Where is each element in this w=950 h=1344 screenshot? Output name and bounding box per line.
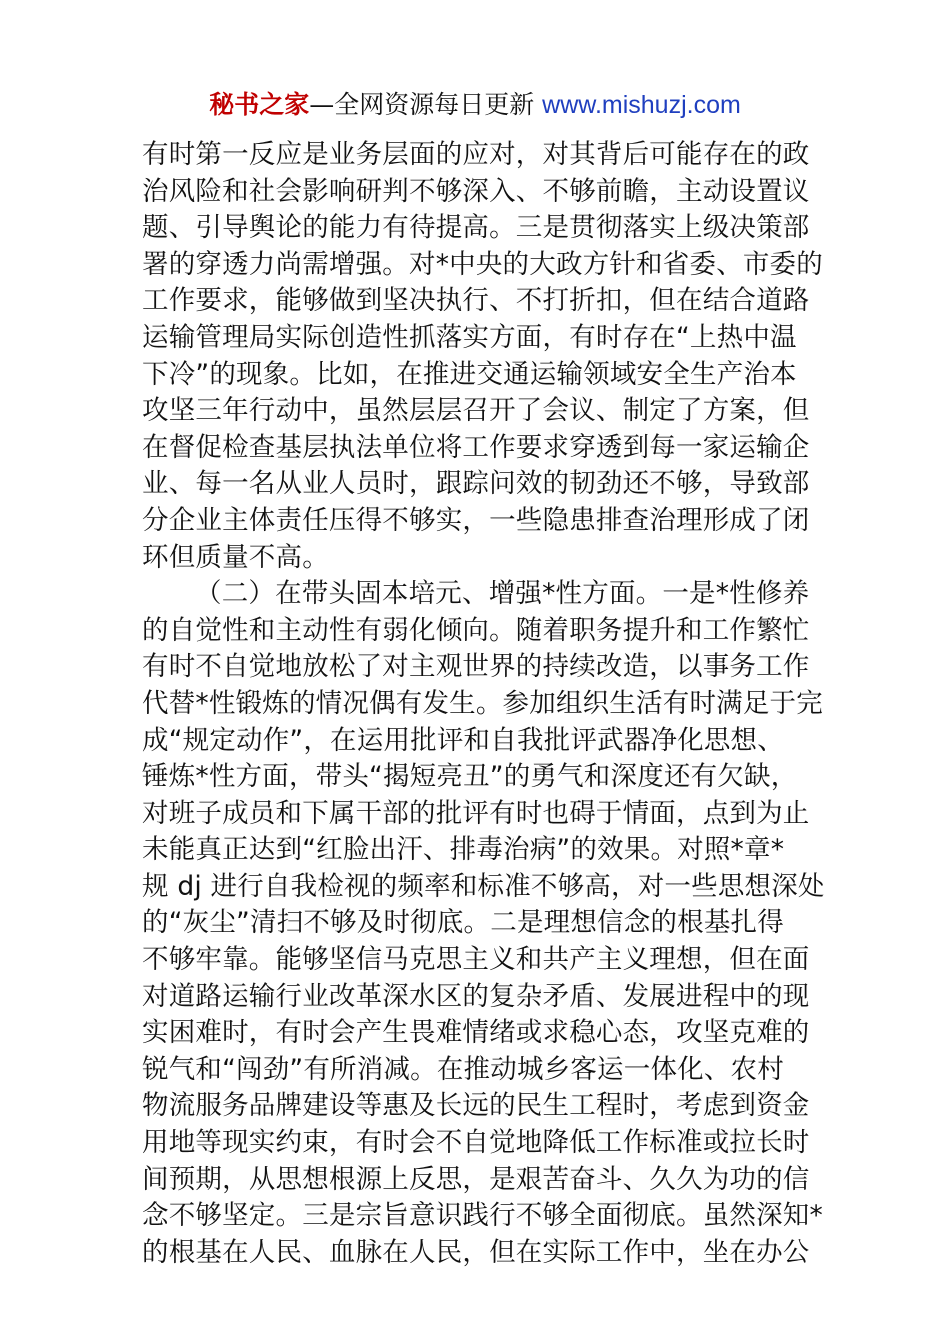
site-tagline: —全网资源每日更新: [309, 90, 543, 119]
text-line: 锤炼*性方面，带头“揭短亮丑”的勇气和深度还有欠缺，: [142, 761, 798, 793]
text-line: 的自觉性和主动性有弱化倾向。随着职务提升和工作繁忙: [142, 614, 810, 646]
text-line: 分企业主体责任压得不够实，一些隐患排查治理形成了闭: [142, 504, 810, 536]
text-line: 有时不自觉地放松了对主观世界的持续改造，以事务工作: [142, 651, 810, 683]
text-line: 不够牢靠。能够坚信马克思主义和共产主义理想，但在面: [142, 944, 810, 976]
text-line: 实困难时，有时会产生畏难情绪或求稳心态，攻坚克难的: [142, 1017, 810, 1049]
text-line: 物流服务品牌建设等惠及长远的民生工程时，考虑到资金: [142, 1090, 810, 1122]
text-line: 对道路运输行业改革深水区的复杂矛盾、发展进程中的现: [142, 980, 810, 1012]
text-line: 代替*性锻炼的情况偶有发生。参加组织生活有时满足于完: [142, 687, 823, 719]
text-line: 工作要求，能够做到坚决执行、不打折扣，但在结合道路: [142, 285, 810, 317]
text-line: 署的穿透力尚需增强。对*中央的大政方针和省委、市委的: [142, 248, 823, 280]
text-line: 间预期，从思想根源上反思，是艰苦奋斗、久久为功的信: [142, 1163, 810, 1195]
text-line: 题、引导舆论的能力有待提高。三是贯彻落实上级决策部: [142, 212, 810, 244]
text-line: 的根基在人民、血脉在人民，但在实际工作中，坐在办公: [142, 1236, 810, 1268]
document-body: [142, 137, 825, 1271]
text-line: 对班子成员和下属干部的批评有时也碍于情面，点到为止: [142, 797, 810, 829]
text-line: 有时第一反应是业务层面的应对，对其背后可能存在的政: [142, 139, 810, 170]
text-line: 用地等现实约束，有时会不自觉地降低工作标准或拉长时: [142, 1127, 810, 1159]
page-header: [0, 86, 950, 124]
text-line: 锐气和“闯劲”有所消减。在推动城乡客运一体化、农村: [142, 1053, 784, 1085]
text-line: 治风险和社会影响研判不够深入、不够前瞻，主动设置议: [142, 175, 810, 207]
text-line: 未能真正达到“红脸出汗、排毒治病”的效果。对照*章*: [142, 834, 785, 866]
text-line: 下冷”的现象。比如，在推进交通运输领域安全生产治本: [142, 358, 797, 390]
text-line: 运输管理局实际创造性抓落实方面，有时存在“上热中温: [142, 321, 797, 353]
text-line: 念不够坚定。三是宗旨意识践行不够全面彻底。虽然深知*: [142, 1200, 823, 1232]
text-line: 的“灰尘”清扫不够及时彻底。二是理想信念的根基扎得: [142, 907, 784, 939]
text-line: （二）在带头固本培元、增强*性方面。一是*性修养: [195, 578, 810, 610]
text-line: 业、每一名从业人员时，跟踪问效的韧劲还不够，导致部: [142, 468, 810, 500]
site-brand: 秘书之家: [209, 90, 310, 119]
site-url-link[interactable]: www.mishuzj.com: [542, 91, 741, 119]
text-line: 在督促检查基层执法单位将工作要求穿透到每一家运输企: [142, 431, 810, 463]
text-line: 规 dj 进行自我检视的频率和标准不够高，对一些思想深处: [142, 870, 825, 902]
text-line: 环但质量不高。: [142, 541, 329, 573]
text-line: 攻坚三年行动中，虽然层层召开了会议、制定了方案，但: [142, 395, 810, 427]
text-line: 成“规定动作”，在运用批评和自我批评武器净化思想、: [142, 724, 784, 756]
